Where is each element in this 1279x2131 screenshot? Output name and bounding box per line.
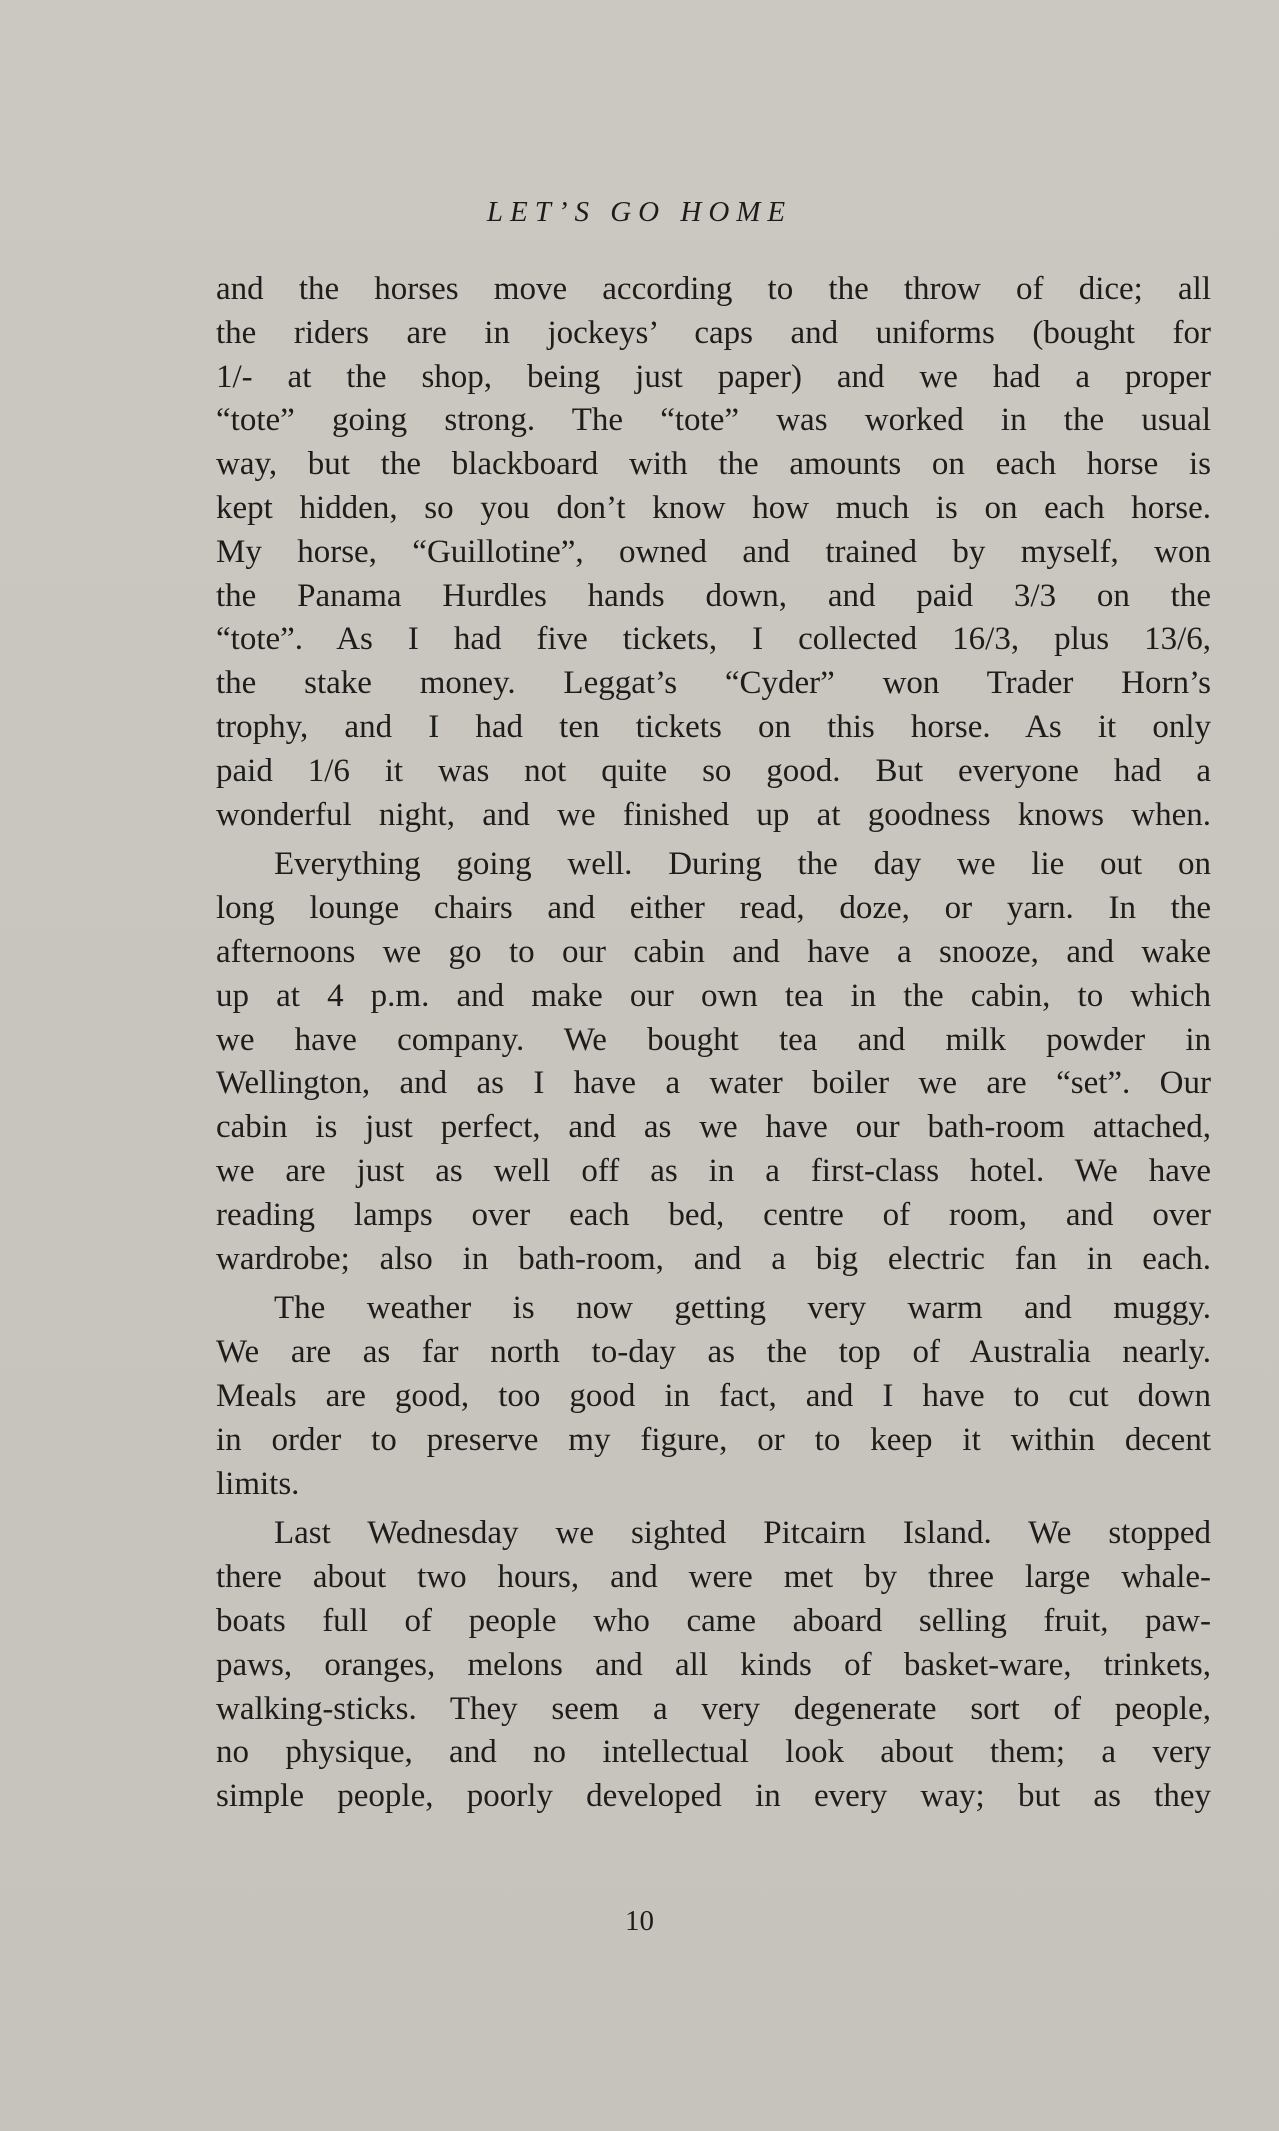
text-line: “tote” going strong. The “tote” was worked in the usual xyxy=(216,402,1211,439)
page-number: 10 xyxy=(625,1905,654,1937)
text-line: we are just as well off as in a first-class hotel. We have xyxy=(216,1152,1211,1189)
text-line: trophy, and I had ten tickets on this horse. As it only xyxy=(216,708,1211,745)
text-line: We are as far north to-day as the top of Australia nearly. xyxy=(216,1334,1211,1371)
text-line: My horse, “Guillotine”, owned and trained by myself, won xyxy=(216,533,1211,570)
paragraph-1 xyxy=(216,268,1211,837)
text-line: the riders are in jockeys’ caps and uniforms (bought for xyxy=(216,314,1211,351)
text-line: wardrobe; also in bath-room, and a big electric fan in each. xyxy=(216,1240,1211,1277)
text-line: boats full of people who came aboard selling fruit, paw- xyxy=(216,1602,1211,1639)
text-line: Wellington, and as I have a water boiler we are “set”. Our xyxy=(216,1065,1211,1102)
text-line: Meals are good, too good in fact, and I have to cut down xyxy=(216,1377,1211,1414)
paragraph-4 xyxy=(216,1512,1211,1819)
text-line: cabin is just perfect, and as we have our bath-room attached, xyxy=(216,1109,1211,1146)
text-line: the stake money. Leggat’s “Cyder” won Trader Horn’s xyxy=(216,665,1211,702)
text-line: wonderful night, and we finished up at goodness knows when. xyxy=(216,796,1211,833)
text-line: long lounge chairs and either read, doze, or yarn. In the xyxy=(216,890,1211,927)
paragraph-3 xyxy=(216,1287,1211,1506)
text-line: “tote”. As I had five tickets, I collected 16/3, plus 13/6, xyxy=(216,621,1211,658)
text-line: reading lamps over each bed, centre of room, and over xyxy=(216,1196,1211,1233)
text-line: limits. xyxy=(216,1465,300,1502)
text-line: no physique, and no intellectual look about them; a very xyxy=(216,1734,1211,1771)
text-line: there about two hours, and were met by three large whale- xyxy=(216,1559,1211,1596)
text-line: way, but the blackboard with the amounts on each horse is xyxy=(216,446,1211,483)
text-line: paid 1/6 it was not quite so good. But everyone had a xyxy=(216,752,1211,789)
text-line: paws, oranges, melons and all kinds of basket-ware, trinkets, xyxy=(216,1646,1211,1683)
text-line: simple people, poorly developed in every way; but as they xyxy=(216,1778,1211,1815)
text-line: kept hidden, so you don’t know how much is on each horse. xyxy=(216,489,1211,526)
paragraph-2 xyxy=(216,843,1211,1281)
running-head: LET’S GO HOME xyxy=(486,196,793,228)
text-line: afternoons we go to our cabin and have a snooze, and wake xyxy=(216,933,1211,970)
text-line: 1/- at the shop, being just paper) and we had a proper xyxy=(216,358,1211,395)
text-line: Last Wednesday we sighted Pitcairn Island. We stopped xyxy=(274,1515,1211,1552)
text-line: and the horses move according to the throw of dice; all xyxy=(216,271,1211,307)
text-line: Everything going well. During the day we lie out on xyxy=(274,846,1211,883)
text-line: The weather is now getting very warm and muggy. xyxy=(274,1290,1211,1327)
text-line: walking-sticks. They seem a very degenerate sort of people, xyxy=(216,1690,1211,1727)
text-line: up at 4 p.m. and make our own tea in the cabin, to which xyxy=(216,977,1211,1014)
text-line: in order to preserve my figure, or to keep it within decent xyxy=(216,1421,1211,1458)
body-text xyxy=(216,268,1211,1825)
text-line: we have company. We bought tea and milk powder in xyxy=(216,1021,1211,1058)
text-line: the Panama Hurdles hands down, and paid 3/3 on the xyxy=(216,577,1211,614)
